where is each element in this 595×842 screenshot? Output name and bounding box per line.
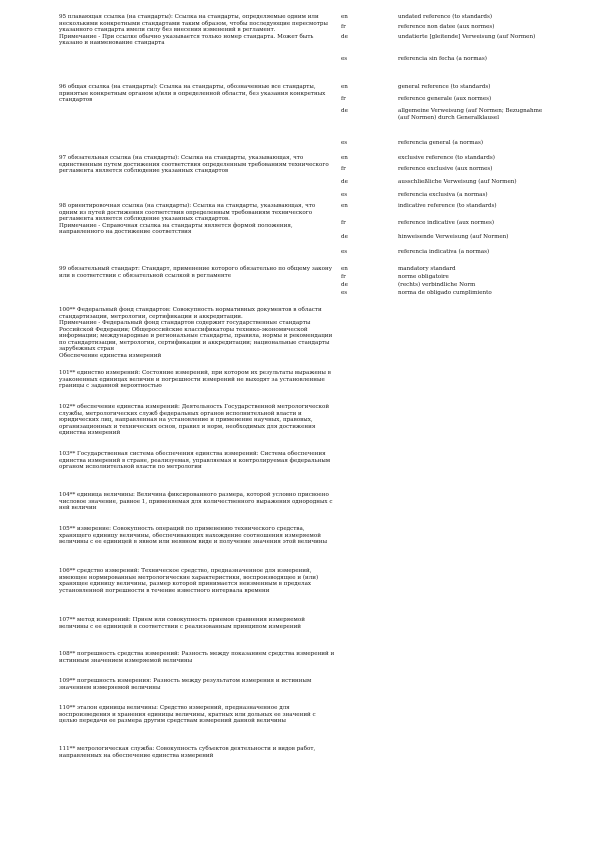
translation-row <box>0 290 595 298</box>
translation-row <box>0 34 595 42</box>
term-definition: 97 обязательная ссылка (на стандарты): Ссылка на стандарты, указывающая, что единственным путем достижения соответствия определенным требованиям технического регламента является соблюдение указанных стандартов <box>59 155 329 174</box>
foreign-equivalent: reference non datee (aux normes) <box>398 24 495 30</box>
language-code: en <box>341 266 348 272</box>
foreign-equivalent: undatierte [gleitende] Verweisung (auf Normen) <box>398 34 536 40</box>
term-definition: 107** метод измерений: Прием или совокупность приемов сравнения измеряемой величины с ее единицей в соответствии с реализованным принципом измерений <box>59 617 305 630</box>
foreign-equivalent: reference exclusive (aux normes) <box>398 166 493 172</box>
translation-row <box>0 220 595 228</box>
foreign-equivalent: hinweisende Verweisung (auf Normen) <box>398 234 509 240</box>
translation-row <box>0 96 595 104</box>
foreign-equivalent: mandatory standard <box>398 266 456 272</box>
foreign-equivalent: exclusive reference (to standards) <box>398 155 495 161</box>
translation-row <box>0 266 595 274</box>
foreign-equivalent: norme obligatoire <box>398 274 449 280</box>
language-code: en <box>341 14 348 20</box>
foreign-equivalent: reference generale (aux normes) <box>398 96 492 102</box>
term-definition: 96 общая ссылка (на стандарты): Ссылка на стандарты, обозначенные все стандарты, принятые конкретным органом и/или в определенной области, без указания конкретных стандартов <box>59 84 326 103</box>
translation-row <box>0 24 595 32</box>
term-definition: 103** Государственная система обеспечения единства измерений: Система обеспечения единства измерений в стране, реализуемая, управляемая и контролируемая федеральным органом исполнительной власти по метрологии <box>59 451 331 470</box>
language-code: es <box>341 140 348 146</box>
translation-row <box>0 84 595 92</box>
foreign-equivalent: referencia general (a normas) <box>398 140 483 146</box>
translation-row <box>0 192 595 200</box>
foreign-equivalent: general reference (to standards) <box>398 84 491 90</box>
term-definition: 111** метрологическая служба: Совокупность субъектов деятельности и видов работ, направленных на обеспечение единства измерений <box>59 746 316 759</box>
foreign-equivalent: norma de obligado cumplimiento <box>398 290 492 296</box>
term-definition: 102** обеспечение единства измерений: Деятельность Государственной метрологической службы, метрологических служб федеральных органов исполнительной власти и юридических лиц, направленная на установление и применение научных, правовых, организационных и технических основ, правил и норм, необходимых для достижения единства измерений <box>59 404 330 436</box>
translation-row <box>0 249 595 257</box>
term-definition: 99 обязательный стандарт: Стандарт, применение которого обязательно по общему закону или в соответствии с обязательной ссылкой в регламенте <box>59 266 333 279</box>
term-definition: 104** единица величины: Величина фиксированного размера, которой условно присвоено числовое значение, равное 1, применяемая для количественного выражения однородных с ней величин <box>59 492 333 511</box>
translation-row <box>0 234 595 242</box>
term-definition: 109** погрешность измерения: Разность между результатом измерения и истинным значением измеряемой величины <box>59 678 312 691</box>
translation-row <box>0 282 595 290</box>
foreign-equivalent: ausschließliche Verweisung (auf Normen) <box>398 179 517 185</box>
foreign-equivalent: reference indicative (aux normes) <box>398 220 495 226</box>
language-code: es <box>341 290 348 296</box>
translation-row <box>0 108 595 121</box>
language-code: de <box>341 234 348 240</box>
translation-row <box>0 14 595 22</box>
language-code: en <box>341 84 348 90</box>
translation-row <box>0 155 595 163</box>
translation-row <box>0 166 595 174</box>
term-definition: 95 плавающая ссылка (на стандарты): Ссылка на стандарты, определяемые одним или несколькими конкретными стандартами таким образом, чтобы последующие пересмотры указанного стандарта имели силу без внесения изменений в регламент. Примечание - При ссылке обычно указывается только номер стандарта. Может быть указано и наименование стандарта <box>59 14 328 46</box>
foreign-equivalent: undated reference (to standards) <box>398 14 493 20</box>
term-definition: 100** Федеральный фонд стандартов: Совокупность нормативных документов в области стандартизации, метрологии, сертификации и аккредитации. Примечание - Федеральный фонд стандартов содержит государственные стандарты Российской Федерации; Общероссийские классификаторы технико-экономической информации; международные и региональные стандарты, правила, нормы и рекомендации по стандартизации, метрологии, сертификации и аккредитации; национальные стандарты зарубежных стран Обеспечение единства измерений <box>59 307 333 359</box>
language-code: de <box>341 282 348 288</box>
term-definition: 98 ориентировочная ссылка (на стандарты): Ссылка на стандарты, указывающая, что одним из путей достижения соответствия определенным требованиям технического регламента является соблюдение указанных стандартов. Примечание - Справочная ссылка на стандарты является формой положения, направленного на достижение соответствия <box>59 203 316 235</box>
language-code: de <box>341 108 348 114</box>
translation-row <box>0 274 595 282</box>
translation-row <box>0 56 595 64</box>
language-code: en <box>341 203 348 209</box>
foreign-equivalent: indicative reference (to standards) <box>398 203 497 209</box>
foreign-equivalent: referencia sin fecha (a normas) <box>398 56 487 62</box>
term-definition: 101** единство измерений: Состояние измерений, при котором их результаты выражены в узаконенных единицах величин и погрешности измерений не выходят за установленные границы с заданной вероятностью <box>59 370 331 389</box>
term-definition: 106** средство измерений: Техническое средство, предназначенное для измерений, имеющее нормированные метрологические характеристики, воспроизводящее и (или) хранящее единицу величины, размер которой принимается неизменным в пределах установленной погрешности в течение известного интервала времени <box>59 568 319 594</box>
language-code: fr <box>341 96 346 102</box>
foreign-equivalent: referencia indicativa (a normas) <box>398 249 490 255</box>
language-code: fr <box>341 24 346 30</box>
translation-row <box>0 179 595 187</box>
term-definition: 108** погрешность средства измерений: Разность между показанием средства измерений и истинным значением измеряемой величины <box>59 651 335 664</box>
language-code: fr <box>341 166 346 172</box>
language-code: fr <box>341 274 346 280</box>
translation-row <box>0 203 595 211</box>
term-definition: 105** измерение: Совокупность операций по применению технического средства, хранящего единицу величины, обеспечивающих нахождение соотношения измеряемой величины с ее единицей в явном или неявном виде и получение значения этой величины <box>59 526 328 545</box>
language-code: es <box>341 192 348 198</box>
foreign-equivalent: (rechts) verbindliche Norm <box>398 282 476 288</box>
language-code: de <box>341 179 348 185</box>
translation-row <box>0 140 595 148</box>
language-code: es <box>341 56 348 62</box>
language-code: de <box>341 34 348 40</box>
language-code: en <box>341 155 348 161</box>
language-code: fr <box>341 220 346 226</box>
foreign-equivalent: referencia exclusiva (a normas) <box>398 192 488 198</box>
foreign-equivalent: allgemeine Verweisung (auf Normen; Bezugnahme (auf Normen) durch Generalklausel <box>398 108 543 121</box>
language-code: es <box>341 249 348 255</box>
term-definition: 110** эталон единицы величины: Средство измерений, предназначенное для воспроизведения и хранения единицы величины, кратных или дольных ее значений с целью передачи ее размера другим средствам измерений данной величины <box>59 705 316 724</box>
